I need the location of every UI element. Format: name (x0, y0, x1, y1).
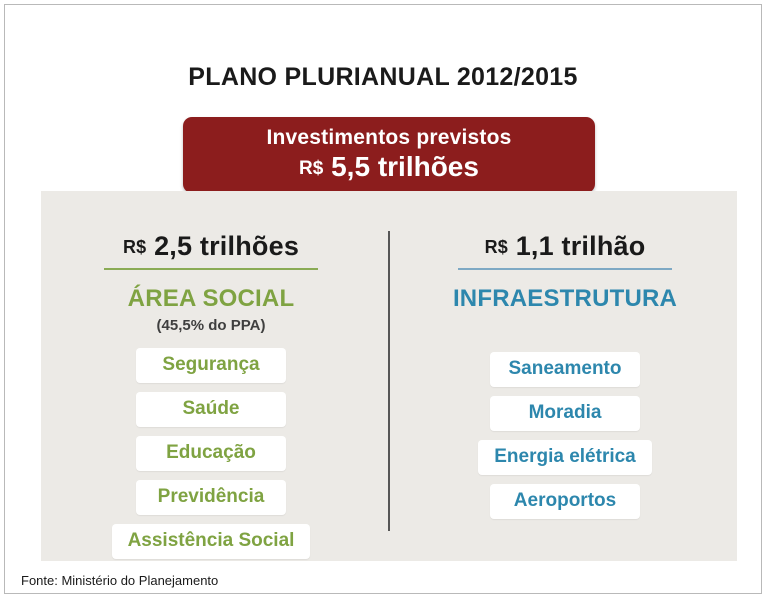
column-rule (104, 268, 318, 270)
column-subtitle: (45,5% do PPA) (156, 317, 266, 334)
list-item: Moradia (490, 396, 640, 431)
column-amount (51, 231, 371, 262)
column-amount-value: 1,1 trilhão (515, 231, 646, 261)
banner-value (183, 151, 595, 183)
list-item: Saúde (136, 392, 286, 427)
column-category: ÁREA SOCIAL (127, 285, 295, 312)
column-amount-value: 2,5 trilhões (154, 231, 300, 261)
highlight-banner (183, 117, 595, 193)
list-item: Energia elétrica (478, 440, 652, 475)
column-area-social (51, 231, 371, 559)
column-item-list (405, 352, 725, 519)
page-title: PLANO PLURIANUAL 2012/2015 (188, 63, 578, 91)
banner-currency: R$ (299, 158, 324, 179)
infographic-frame (4, 4, 762, 594)
list-item: Aeroportos (490, 484, 640, 519)
list-item: Previdência (136, 480, 286, 515)
column-infraestrutura (405, 231, 725, 519)
banner-subtitle: Investimentos previstos (266, 126, 512, 149)
column-currency: R$ (122, 237, 147, 257)
column-divider (388, 231, 390, 531)
source-note: Fonte: Ministério do Planejamento (21, 573, 219, 588)
column-rule (458, 268, 672, 270)
column-category: INFRAESTRUTURA (452, 285, 678, 312)
banner-amount: 5,5 trilhões (331, 151, 479, 182)
list-item: Saneamento (490, 352, 640, 387)
list-item: Assistência Social (112, 524, 311, 559)
list-item: Educação (136, 436, 286, 471)
column-currency: R$ (484, 237, 508, 257)
column-item-list (51, 348, 371, 559)
column-amount (405, 231, 725, 262)
list-item: Segurança (136, 348, 286, 383)
